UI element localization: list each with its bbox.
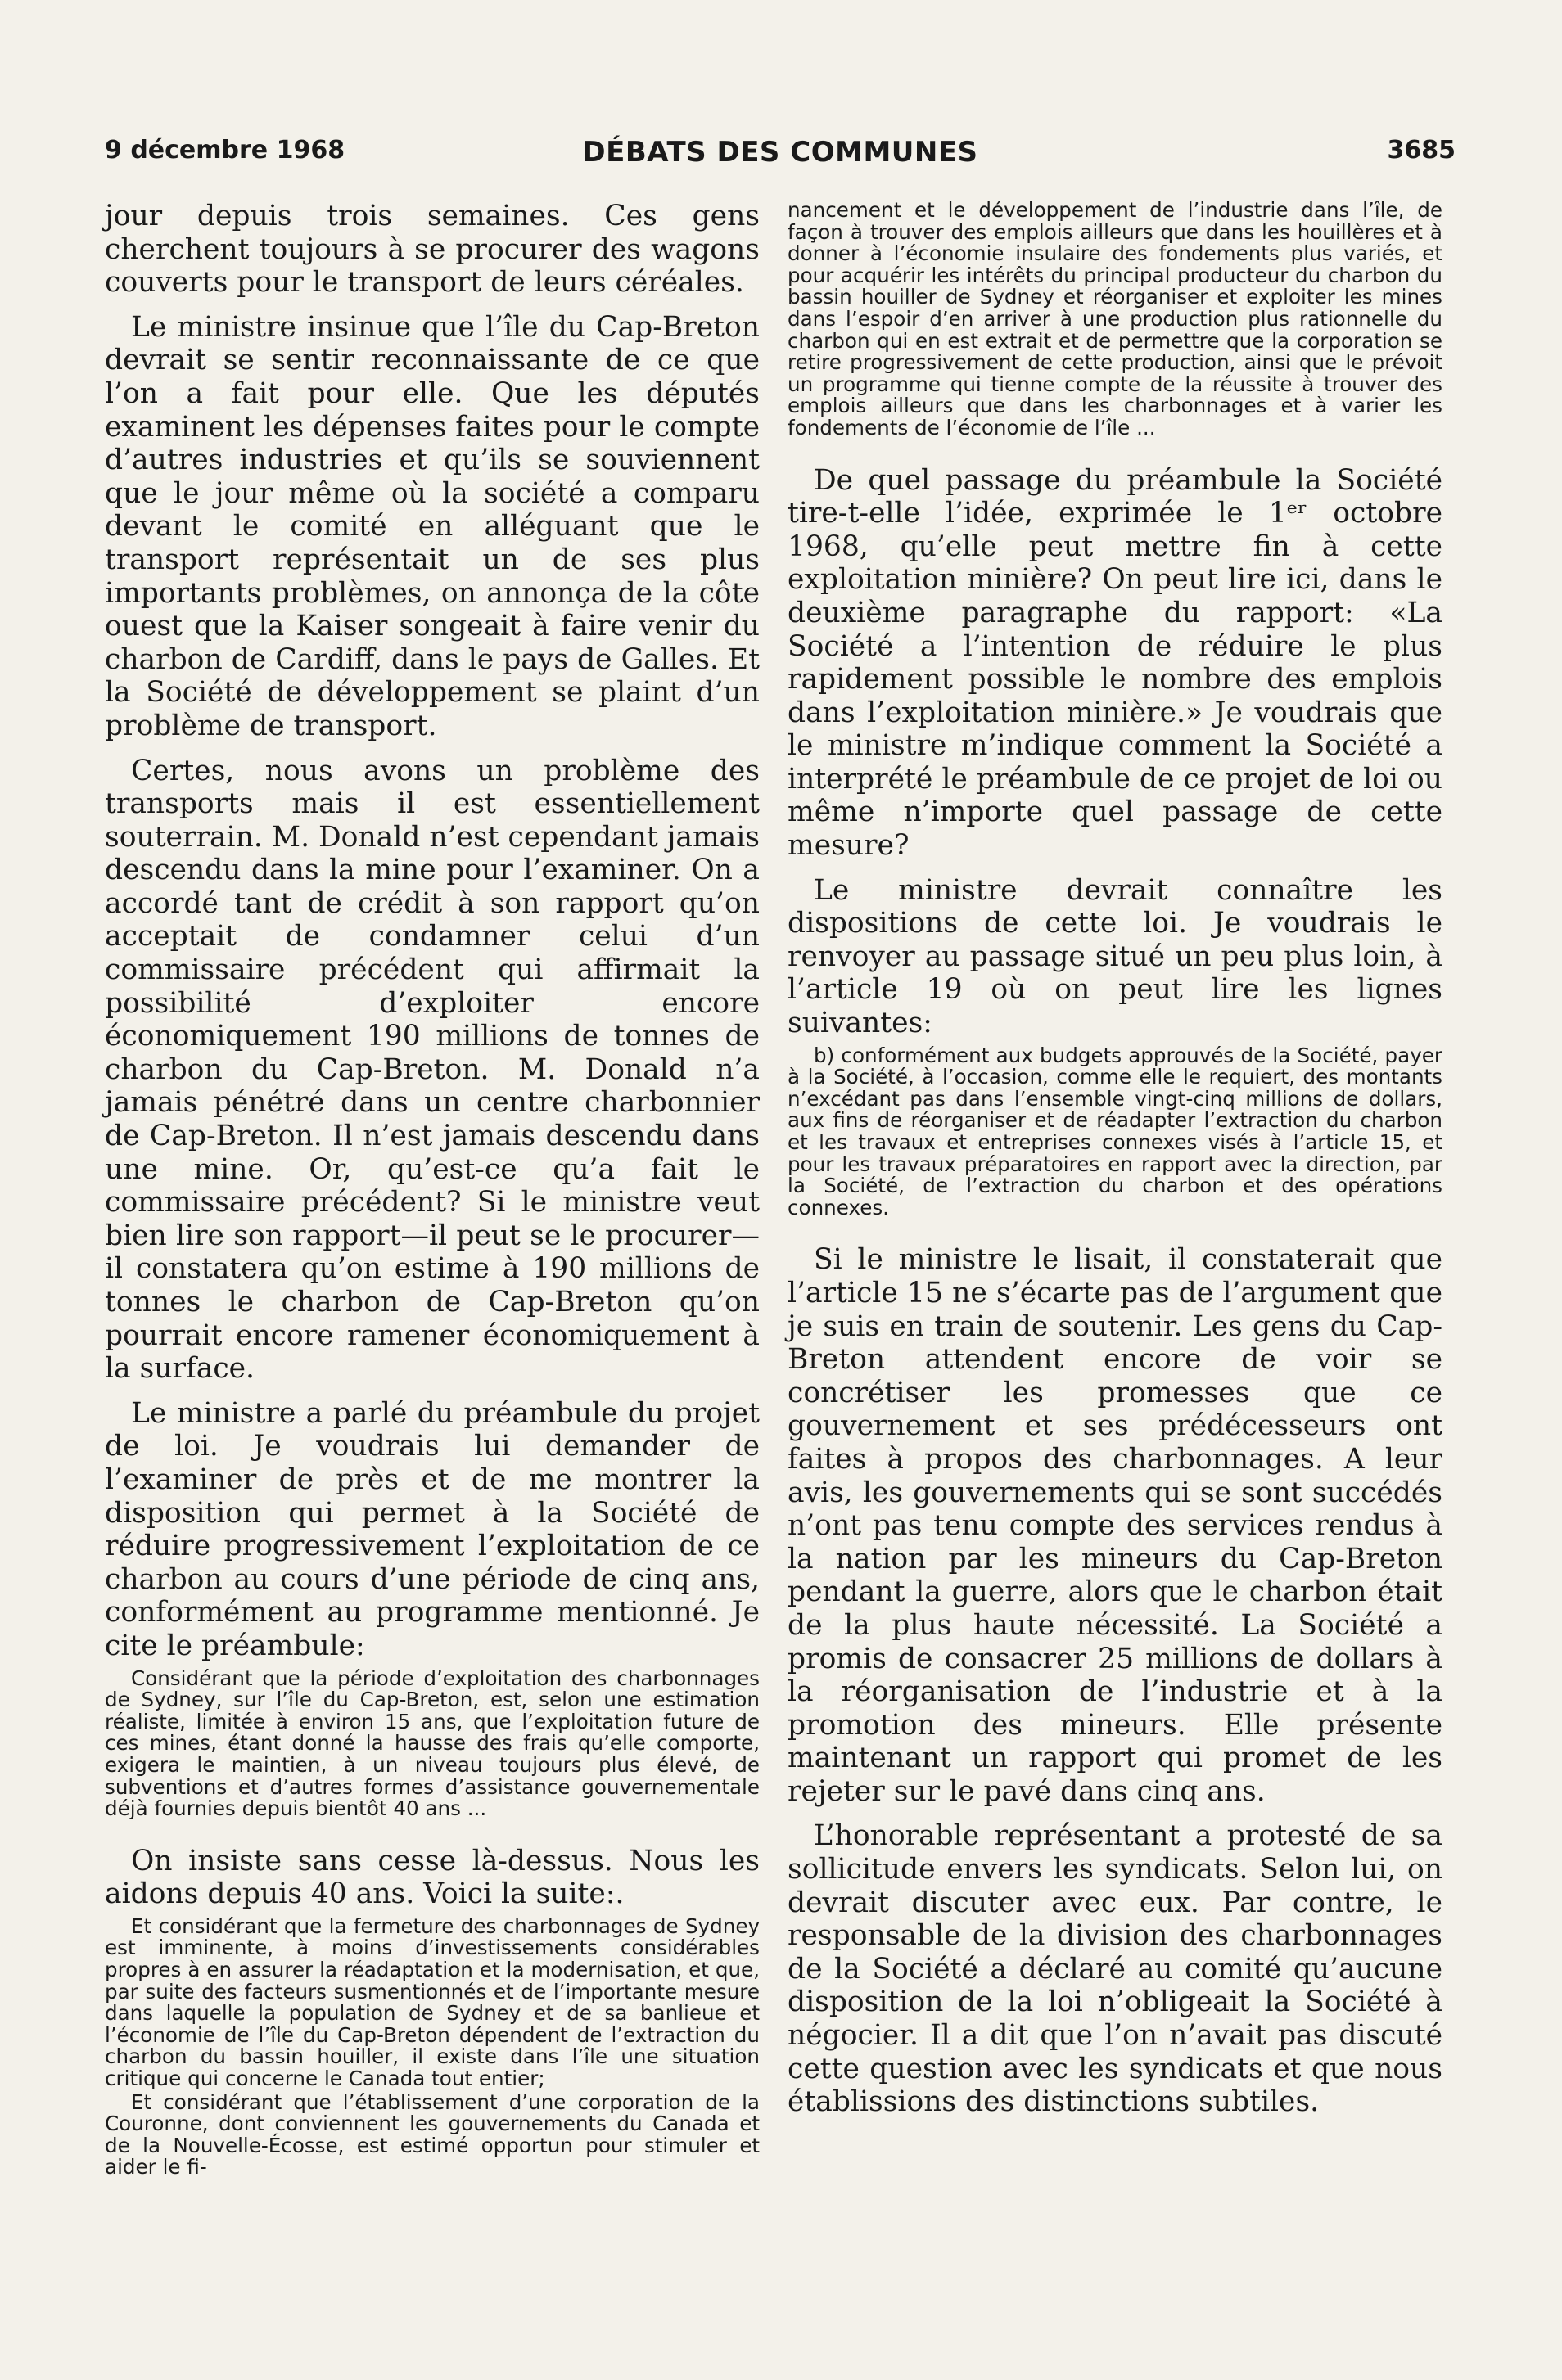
preamble-quote-continued: nancement et le développement de l’industrie dans l’île, de façon à trouver des emplois ailleurs que dans les houillères et à donner à l’économie insulaire des fondements plus variés, et pour acquérir les intérêts du principal producteur du charbon du bassin houiller de Sydney et réorganiser et exploiter les mines dans l’espoir d’en arriver à une production plus rationnelle du charbon qui en est extrait et de permettre que la corporation se retire progressivement de cette production, ainsi que le prévoit un programme qui tienne compte de la réussite à trouver des emplois ailleurs que dans les charbonnages et à varier les fondements de l’économie de l’île ... bbox=[788, 198, 1442, 439]
page-header bbox=[105, 136, 1456, 169]
preamble-quote: Et considérant que l’établissement d’une corporation de la Couronne, dont conviennent les gouvernements du Canada et de la Nouvelle-Écosse, est estimé opportun pour stimuler et aider le fi- bbox=[105, 2089, 760, 2179]
preamble-quote: Considérant que la période d’exploitation des charbonnages de Sydney, sur l’île du Cap-Breton, est, selon une estimation réaliste, limitée à environ 15 ans, que l’exploitation future de ces mines, étant donné la hausse des frais qu’elle comporte, exigera le maintien, à un niveau toujours plus élevé, de subventions et d’autres formes d’assistance gouvernementale déjà fournies depuis bientôt 40 ans ... bbox=[105, 1666, 760, 1821]
paragraph: Le ministre a parlé du préambule du projet de loi. Je voudrais lui demander de l’examiner de près et de me montrer la disposition qui permet à la Société de réduire progressivement l’exploitation de ce charbon au cours d’une période de cinq ans, conformément au programme mentionné. Je cite le préambule: bbox=[105, 1396, 760, 1662]
paragraph: L’honorable représentant a protesté de sa sollicitude envers les syndicats. Selon lui, on devrait discuter avec eux. Par contre, le responsable de la division des charbonnages de la Société a déclaré au comité qu’aucune disposition de la loi n’obligeait la Société à négocier. Il a dit que l’on n’avait pas discuté cette question avec les syndicats et que nous établissions des distinctions subtiles. bbox=[788, 1819, 1442, 2119]
paragraph: Si le ministre le lisait, il constaterait que l’article 15 ne s’écarte pas de l’argument que je suis en train de soutenir. Les gens du Cap-Breton attendent encore de voir se concrétiser les promesses que ce gouvernement et ses prédécesseurs ont faites à propos des charbonnages. A leur avis, les gouvernements qui se sont succédés n’ont pas tenu compte des services rendus à la nation par les mineurs du Cap-Breton pendant la guerre, alors que le charbon était de la plus haute nécessité. La Société a promis de consacrer 25 millions de dollars à la réorganisation de l’industrie et à la promotion des mineurs. Elle présente maintenant un rapport qui promet de les rejeter sur le pavé dans cinq ans. bbox=[788, 1243, 1442, 1808]
paragraph: De quel passage du préambule la Société tire-t-elle l’idée, exprimée le 1ᵉʳ octobre 1968, qu’elle peut mettre fin à cette exploitation minière? On peut lire ici, dans le deuxième paragraphe du rapport: «La Société a l’intention de réduire le plus rapidement possible le nombre des emplois dans l’exploitation minière.» Je voudrais que le ministre m’indique comment la Société a interprété le préambule de ce projet de loi ou même n’importe quel passage de cette mesure? bbox=[788, 463, 1442, 863]
header-page-number: 3685 bbox=[1387, 136, 1456, 165]
article-quote: b) conformément aux budgets approuvés de la Société, payer à la Société, à l’occasion, comme elle le requiert, des montants n’excédant pas dans l’ensemble vingt-cinq millions de dollars, aux fins de réorganiser et de réadapter l’extraction du charbon et les travaux et entreprises connexes visés à l’article 15, et pour les travaux préparatoires en rapport avec la direction, par la Société, de l’extraction du charbon et des opérations connexes. bbox=[788, 1043, 1442, 1219]
right-column bbox=[788, 200, 1442, 2119]
paragraph: Le ministre devrait connaître les dispositions de cette loi. Je voudrais le renvoyer au passage situé un peu plus loin, à l’article 19 où on peut lire les lignes suivantes: bbox=[788, 873, 1442, 1040]
paragraph: Le ministre insinue que l’île du Cap-Breton devrait se sentir reconnaissante de ce que l’on a fait pour elle. Que les députés examinent les dépenses faites pour le compte d’autres industries et qu’ils se souviennent que le jour même où la société a comparu devant le comité en alléguant que le transport représentait un de ses plus importants problèmes, on annonça de la côte ouest que la Kaiser songeait à faire venir du charbon de Cardiff, dans le pays de Galles. Et la Société de développement se plaint d’un problème de transport. bbox=[105, 310, 760, 742]
paragraph: Certes, nous avons un problème des transports mais il est essentiellement souterrain. M. Donald n’est cependant jamais descendu dans la mine pour l’examiner. On a accordé tant de crédit à son rapport qu’on acceptait de condamner celui d’un commissaire précédent qui affirmait la possibilité d’exploiter encore économiquement 190 millions de tonnes de charbon du Cap-Breton. M. Donald n’a jamais pénétré dans un centre charbonnier de Cap-Breton. Il n’est jamais descendu dans une mine. Or, qu’est-ce qu’a fait le commissaire précédent? Si le ministre veut bien lire son rapport—il peut se le procurer—il constatera qu’on estime à 190 millions de tonnes le charbon de Cap-Breton qu’on pourrait encore ramener économiquement à la surface. bbox=[105, 754, 760, 1386]
paragraph: jour depuis trois semaines. Ces gens cherchent toujours à se procurer des wagons couverts pour le transport de leurs céréales. bbox=[105, 200, 760, 300]
header-date: 9 décembre 1968 bbox=[105, 136, 345, 165]
preamble-quote: Et considérant que la fermeture des charbonnages de Sydney est imminente, à moins d’investissements considérables propres à en assurer la réadaptation et la modernisation, et que, par suite des facteurs susmentionnés et de l’importante mesure dans laquelle la population de Sydney et de sa banlieue et l’économie de l’île du Cap-Breton dépendent de l’extraction du charbon du bassin houiller, il existe dans l’île une situation critique qui concerne le Canada tout entier; bbox=[105, 1913, 760, 2091]
header-title: DÉBATS DES COMMUNES bbox=[582, 136, 978, 169]
paragraph: On insiste sans cesse là-dessus. Nous les aidons depuis 40 ans. Voici la suite:. bbox=[105, 1844, 760, 1911]
left-column bbox=[105, 200, 760, 2179]
